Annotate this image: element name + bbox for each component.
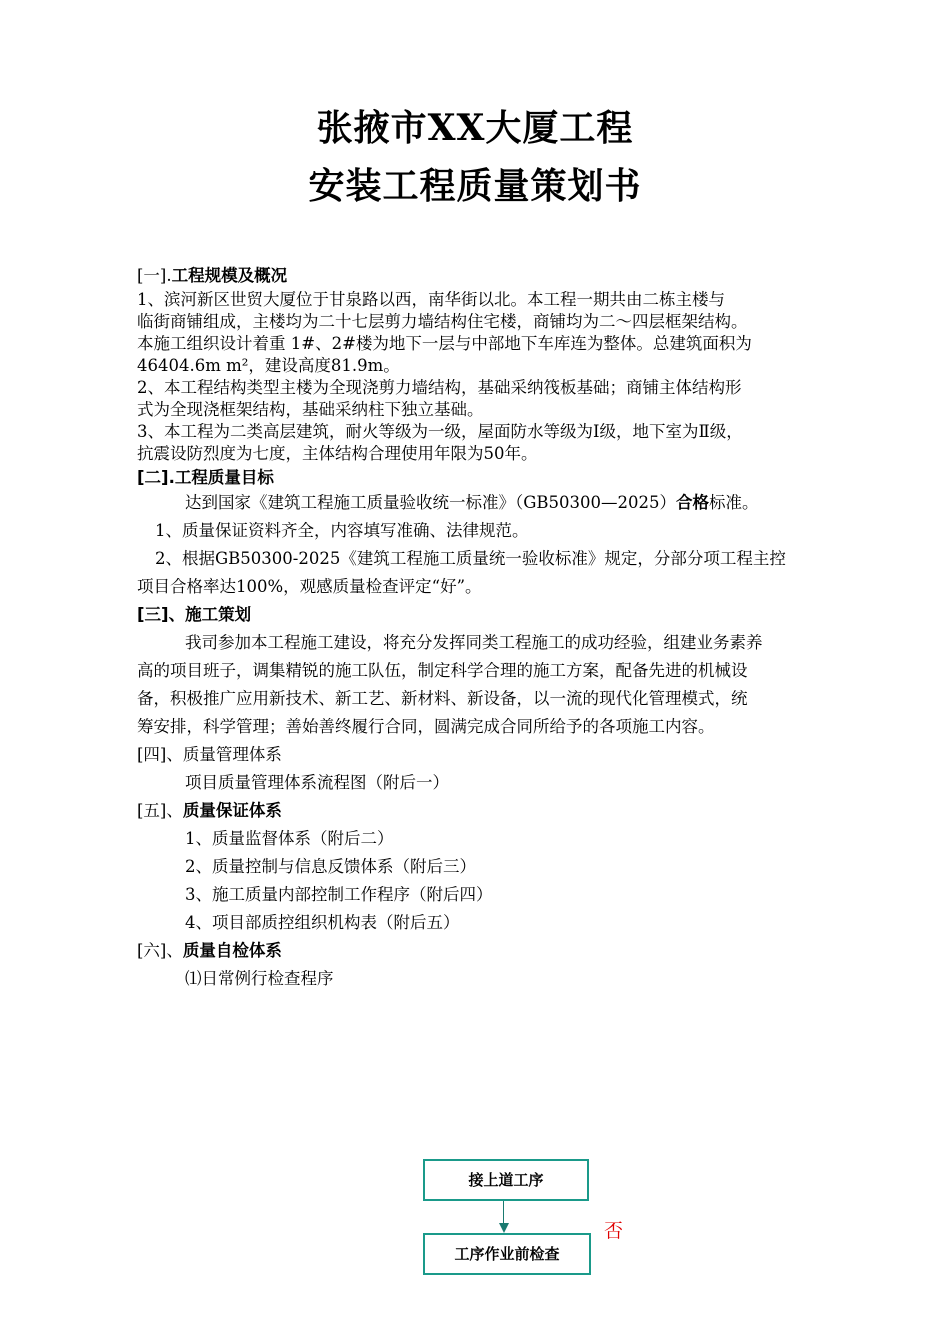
section1-heading [137, 265, 287, 287]
section3-heading: [三]、施工策划 [137, 605, 252, 624]
section6-heading [137, 940, 282, 962]
section5-title: 质量保证体系 [182, 801, 282, 820]
section6-title: 质量自检体系 [182, 941, 282, 960]
section2-line: 2、根据GB50300-2025《建筑工程施工质量统一验收标准》规定，分部分项工程主控 [155, 549, 786, 568]
section5-line: 3、施工质量内部控制工作程序（附后四） [185, 885, 493, 904]
section6-line: ⑴日常例行检查程序 [185, 969, 334, 988]
page-title-line1: 张掖市XX大厦工程 [316, 107, 634, 149]
section2-intro-tail: 标准。 [709, 493, 759, 512]
section1-line: 2、本工程结构类型主楼为全现浇剪力墙结构，基础采纳筏板基础；商铺主体结构形 [137, 378, 742, 397]
section1-prefix: [一]. [137, 266, 172, 285]
flowchart-arrow-head [499, 1223, 509, 1233]
section1-line: 3、本工程为二类高层建筑，耐火等级为一级，屋面防水等级为I级，地下室为Ⅱ级， [137, 422, 743, 441]
flowchart-no-label: 否 [604, 1220, 624, 1242]
section4-heading: [四]、质量管理体系 [137, 745, 282, 764]
section3-line: 我司参加本工程施工建设，将充分发挥同类工程施工的成功经验，组建业务素养 [185, 633, 763, 652]
section3-line: 筹安排，科学管理；善始善终履行合同，圆满完成合同所给予的各项施工内容。 [137, 717, 715, 736]
section3-line: 高的项目班子，调集精锐的施工队伍，制定科学合理的施工方案，配备先进的机械设 [137, 661, 748, 680]
section1-line: 1、滨河新区世贸大厦位于甘泉路以西，南华街以北。本工程一期共由二栋主楼与 [137, 290, 725, 309]
section2-line: 项目合格率达100%，观感质量检查评定“好”。 [137, 577, 482, 596]
flowchart-box-pre-check: 工序作业前检查 [423, 1233, 591, 1275]
section5-line: 1、质量监督体系（附后二） [185, 829, 394, 848]
flowchart-arrow [503, 1201, 504, 1225]
section4-line: 项目质量管理体系流程图（附后一） [185, 773, 449, 792]
section5-line: 4、项目部质控组织机构表（附后五） [185, 913, 460, 932]
page-title-line2: 安装工程质量策划书 [308, 165, 642, 207]
section1-line: 46404.6m m²，建设高度81.9m。 [137, 356, 400, 375]
section1-line: 本施工组织设计着重 1#、2#楼为地下一层与中部地下车库连为整体。总建筑面积为 [137, 334, 752, 353]
section1-title: 工程规模及概况 [171, 266, 288, 285]
section2-line: 1、质量保证资料齐全，内容填写准确、法律规范。 [155, 521, 529, 540]
section1-line: 临街商铺组成，主楼均为二十七层剪力墙结构住宅楼，商铺均为二～四层框架结构。 [137, 312, 748, 331]
section5-prefix: [五]、 [137, 801, 183, 820]
section5-heading [137, 800, 282, 822]
section6-prefix: [六]、 [137, 941, 183, 960]
section2-heading: [二].工程质量目标 [137, 468, 274, 487]
section3-line: 备，积极推广应用新技术、新工艺、新材料、新设备，以一流的现代化管理模式，统 [137, 689, 748, 708]
section2-intro-bold: 合格 [676, 493, 710, 512]
section2-intro-text: 达到国家《建筑工程施工质量验收统一标准》（GB50300—2025） [185, 493, 677, 512]
section1-line: 式为全现浇框架结构，基础采纳柱下独立基础。 [137, 400, 484, 419]
flowchart-box-previous-process: 接上道工序 [423, 1159, 589, 1201]
section1-line: 抗震设防烈度为七度，主体结构合理使用年限为50年。 [137, 444, 538, 463]
section5-line: 2、质量控制与信息反馈体系（附后三） [185, 857, 476, 876]
section2-intro [185, 492, 759, 514]
